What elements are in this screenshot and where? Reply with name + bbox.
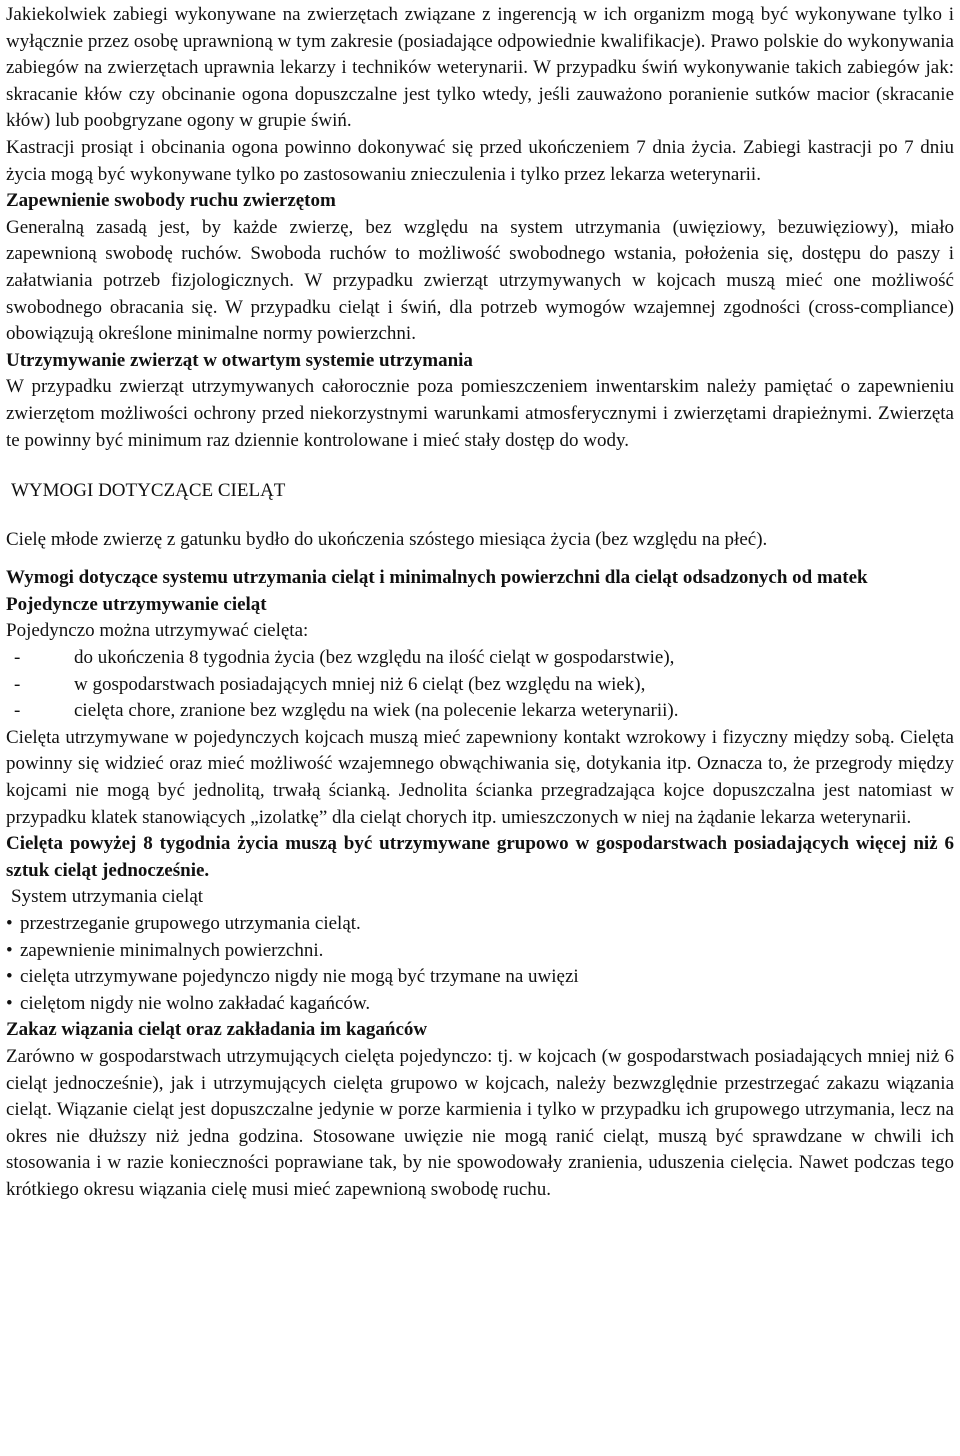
spacer	[6, 553, 954, 565]
spacer	[6, 505, 954, 527]
paragraph-pojedynczo-intro: Pojedynczo można utrzymywać cielęta:	[6, 620, 309, 642]
spacer	[6, 454, 954, 478]
paragraph-intro: Jakiekolwiek zabiegi wykonywane na zwierzętach związane z ingerencją w ich organizm mogą być wykonywane tylko i wyłącznie przez osobę uprawnioną w tym zakresie (posiadające odpowiednie kwalifikacje). Prawo polskie do wykonywania zabiegów na zwierzętach uprawnia lekarzy i techników weterynarii. W przypadku świń wykonywanie takich zabiegów jak: skracanie kłów czy obcinanie ogona dopuszczalne jest tylko wtedy, jeśli zauważono poranienie sutków macior (skracanie kłów) lub poobgryzane ogony w grupie świń.	[6, 4, 954, 132]
heading-zakaz-wiazania: Zakaz wiązania cieląt oraz zakładania im kagańców	[6, 1019, 428, 1041]
paragraph-grupowo: Cielęta powyżej 8 tygodnia życia muszą być utrzymywane grupowo w gospodarstwach posiadających więcej niż 6 sztuk cieląt jednocześnie.	[6, 833, 954, 881]
list-item: • przestrzeganie grupowego utrzymania cieląt.	[6, 911, 954, 938]
paragraph-definicja-ciele: Cielę młode zwierzę z gatunku bydło do ukończenia szóstego miesiąca życia (bez względu na płeć).	[6, 528, 768, 550]
list-item: - w gospodarstwach posiadających mniej niż 6 cieląt (bez względu na wiek),	[6, 672, 954, 699]
heading-wymogi-systemu: Wymogi dotyczące systemu utrzymania cieląt i minimalnych powierzchni dla cieląt odsadzonych od matek	[6, 567, 868, 589]
list-item: • cielęta utrzymywane pojedynczo nigdy nie mogą być trzymane na uwięzi	[6, 964, 954, 991]
list-item: • zapewnienie minimalnych powierzchni.	[6, 938, 954, 965]
heading-swoboda-ruchu: Zapewnienie swobody ruchu zwierzętom	[6, 190, 336, 212]
dash-list	[6, 645, 954, 725]
paragraph-otwarty-system: W przypadku zwierząt utrzymywanych całorocznie poza pomieszczeniem inwentarskim należy pamiętać o zapewnieniu zwierzętom możliwości ochrony przed niekorzystnymi warunkami atmosferycznymi i zwierzętami drapieżnymi. Zwierzęta te powinny być minimum raz dziennie kontrolowane i mieć stały dostęp do wody.	[6, 376, 954, 451]
paragraph-zakaz-wiazania: Zarówno w gospodarstwach utrzymujących cielęta pojedynczo: tj. w kojcach (w gospodarstwach posiadających mniej niż 6 cieląt jednocześnie), jak i utrzymujących cielęta grupowo w kojcach, należy bezwzględnie przestrzegać zakazu wiązania cieląt. Wiązanie cieląt jest dopuszczalne jedynie w porze karmienia i tylko w przypadku ich grupowego utrzymania, lecz na okres nie dłuższy niż jedna godzina. Stosowane uwięzie nie mogą ranić cieląt, muszą być sprawdzane w chwili ich stosowania i w razie konieczności poprawiane tak, by nie spowodowały zranienia, uduszenia cielęcia. Nawet podczas tego krótkiego okresu wiązania cielę musi mieć zapewnioną swobodę ruchu.	[6, 1045, 954, 1200]
label-system-utrzymania: System utrzymania cieląt	[11, 886, 204, 908]
list-item: • cielętom nigdy nie wolno zakładać kagańców.	[6, 991, 954, 1018]
paragraph-kastracja: Kastracji prosiąt i obcinania ogona powinno dokonywać się przed ukończeniem 7 dnia życia. Zabiegi kastracji po 7 dniu życia mogą być wykonywane tylko po zastosowaniu znieczulenia i tylko przez lekarza weterynarii.	[6, 136, 954, 185]
title-wymogi-cielat: WYMOGI DOTYCZĄCE CIELĄT	[11, 480, 286, 502]
paragraph-kontakt: Cielęta utrzymywane w pojedynczych kojcach muszą mieć zapewniony kontakt wzrokowy i fizyczny między sobą. Cielęta powinny się widzieć oraz mieć możliwość wzajemnego obwąchiwania się, dotykania itp. Oznacza to, że przegrody między kojcami nie mogą być jednolitą, trwałą ścianką. Jednolita ścianka przegradzająca kojce dopuszczalna jest natomiast w przypadku klatek stanowiących „izolatkę” dla cieląt chorych itp. umieszczonych w niej na żądanie lekarza weterynarii.	[6, 726, 954, 828]
list-item: - do ukończenia 8 tygodnia życia (bez względu na ilość cieląt w gospodarstwie),	[6, 645, 954, 672]
paragraph-swoboda-ruchu: Generalną zasadą jest, by każde zwierzę, bez względu na system utrzymania (uwięziowy, bezuwięziowy), miało zapewnioną swobodę ruchów. Swoboda ruchów to możliwość swobodnego wstania, położenia się, dostępu do paszy i załatwiania potrzeb fizjologicznych. W przypadku zwierząt utrzymywanych w kojcach muszą mieć one możliwość swobodnego obracania się. W przypadku cieląt i świń, dla potrzeb wymogów wzajemnej zgodności (cross-compliance) obowiązują określone minimalne normy powierzchni.	[6, 216, 954, 345]
list-item: - cielęta chore, zranione bez względu na wiek (na polecenie lekarza weterynarii).	[6, 698, 954, 725]
heading-otwarty-system: Utrzymywanie zwierząt w otwartym systemie utrzymania	[6, 349, 473, 371]
bullet-list	[6, 911, 954, 1017]
heading-pojedyncze-utrzymywanie: Pojedyncze utrzymywanie cieląt	[6, 593, 267, 615]
